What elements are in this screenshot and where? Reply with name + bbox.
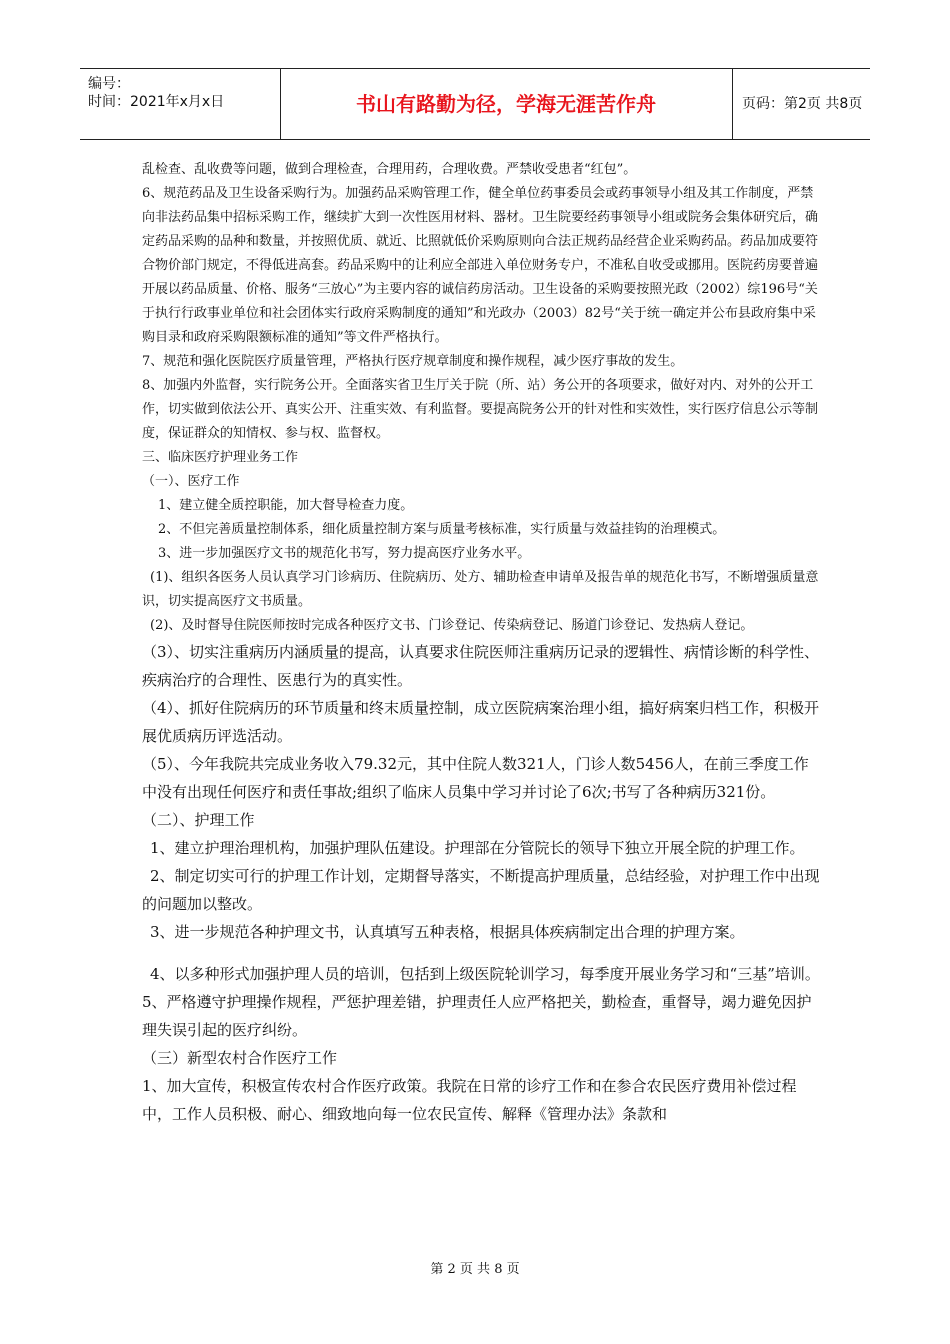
paragraph: 2、不但完善质量控制体系，细化质量控制方案与质量考核标准，实行质量与效益挂钩的治理模式。 xyxy=(158,522,726,537)
page-label: 页码：第2页 共8页 xyxy=(742,96,863,112)
paragraph: 7、规范和强化医院医疗质量管理，严格执行医疗规章制度和操作规程，减少医疗事故的发生。 xyxy=(142,354,684,369)
paragraph: 1、建立健全质控职能，加大督导检查力度。 xyxy=(158,498,414,513)
paragraph: 6、规范药品及卫生设备采购行为。加强药品采购管理工作，健全单位药事委员会或药事领导小组及其工作制度，严禁向非法药品集中招标采购工作，继续扩大到一次性医用材料、器材。卫生院要经药事领导小组或院务会集体研究后，确定药品采购的品种和数量，并按照优质、就近、比照就低价采购原则向合法正规药品经营企业采购药品。药品加成要符合物价部门规定，不得低进高套。药品采购中的让利应全部进入单位财务专户，不准私自收受或挪用。医院药房要普遍开展以药品质量、价格、服务“三放心”为主要内容的诚信药房活动。卫生设备的采购要按照光政（2002）综196号“关于执行行政事业单位和社会团体实行政府采购制度的通知”和光政办（2003）82号“关于统一确定并公布县政府集中采购目录和政府采购限额标准的通知”等文件严格执行。 xyxy=(142,186,819,345)
paragraph: （3）、切实注重病历内涵质量的提高，认真要求住院医师注重病历记录的逻辑性、病情诊断的科学性、疾病治疗的合理性、医患行为的真实性。 xyxy=(142,643,820,689)
paragraph: 2、制定切实可行的护理工作计划，定期督导落实，不断提高护理质量，总结经验，对护理工作中出现的问题加以整改。 xyxy=(142,867,820,913)
paragraph: 4、以多种形式加强护理人员的培训，包括到上级医院轮训学习，每季度开展业务学习和“三基”培训。 xyxy=(150,965,820,983)
number-label: 编号： xyxy=(88,76,130,92)
document-body xyxy=(142,158,822,1128)
paragraph: 3、进一步加强医疗文书的规范化书写，努力提高医疗业务水平。 xyxy=(158,546,531,561)
subsection-heading: （一）、医疗工作 xyxy=(142,474,240,489)
section-heading: 三、临床医疗护理业务工作 xyxy=(142,450,299,465)
header-info-cell xyxy=(80,69,281,139)
paragraph: 3、进一步规范各种护理文书，认真填写五种表格，根据具体疾病制定出合理的护理方案。 xyxy=(150,923,745,941)
spacer xyxy=(142,946,822,960)
subsection-heading: （二）、护理工作 xyxy=(142,811,255,829)
paragraph: (1)、组织各医务人员认真学习门诊病历、住院病历、处方、辅助检查申请单及报告单的规范化书写，不断增强质量意识，切实提高医疗文书质量。 xyxy=(142,570,819,609)
paragraph: 乱检查、乱收费等问题，做到合理检查，合理用药，合理收费。严禁收受患者“红包”。 xyxy=(142,162,637,177)
paragraph: 8、加强内外监督，实行院务公开。全面落实省卫生厅关于院（所、站）务公开的各项要求，做好对内、对外的公开工作，切实做到依法公开、真实公开、注重实效、有利监督。要提高院务公开的针对性和实效性，实行医疗信息公示等制度，保证群众的知情权、参与权、监督权。 xyxy=(142,378,819,441)
paragraph: (2)、及时督导住院医师按时完成各种医疗文书、门诊登记、传染病登记、肠道门诊登记、发热病人登记。 xyxy=(150,618,754,633)
subsection-heading: （三）新型农村合作医疗工作 xyxy=(142,1049,338,1067)
paragraph: 1、建立护理治理机构，加强护理队伍建设。护理部在分管院长的领导下独立开展全院的护理工作。 xyxy=(150,839,805,857)
motto: 书山有路勤为径，学海无涯苦作舟 xyxy=(280,69,733,139)
paragraph: 5、严格遵守护理操作规程，严惩护理差错，护理责任人应严格把关，勤检查，重督导，竭力避免因护理失误引起的医疗纠纷。 xyxy=(142,993,812,1039)
page-footer: 第 2 页 共 8 页 xyxy=(430,1262,520,1277)
paragraph: 1、加大宣传，积极宣传农村合作医疗政策。我院在日常的诊疗工作和在参合农民医疗费用补偿过程中，工作人员积极、耐心、细致地向每一位农民宣传、解释《管理办法》条款和 xyxy=(142,1077,797,1123)
header-table xyxy=(80,68,870,140)
paragraph: （5）、今年我院共完成业务收入79.32元，其中住院人数321人，门诊人数5456人，在前三季度工作中没有出现任何医疗和责任事故;组织了临床人员集中学习并讨论了6次;书写了各种病历321份。 xyxy=(142,755,809,801)
paragraph: （4）、抓好住院病历的环节质量和终末质量控制，成立医院病案治理小组，搞好病案归档工作，积极开展优质病历评选活动。 xyxy=(142,699,820,745)
time-label: 时间：2021年x月x日 xyxy=(88,94,225,110)
